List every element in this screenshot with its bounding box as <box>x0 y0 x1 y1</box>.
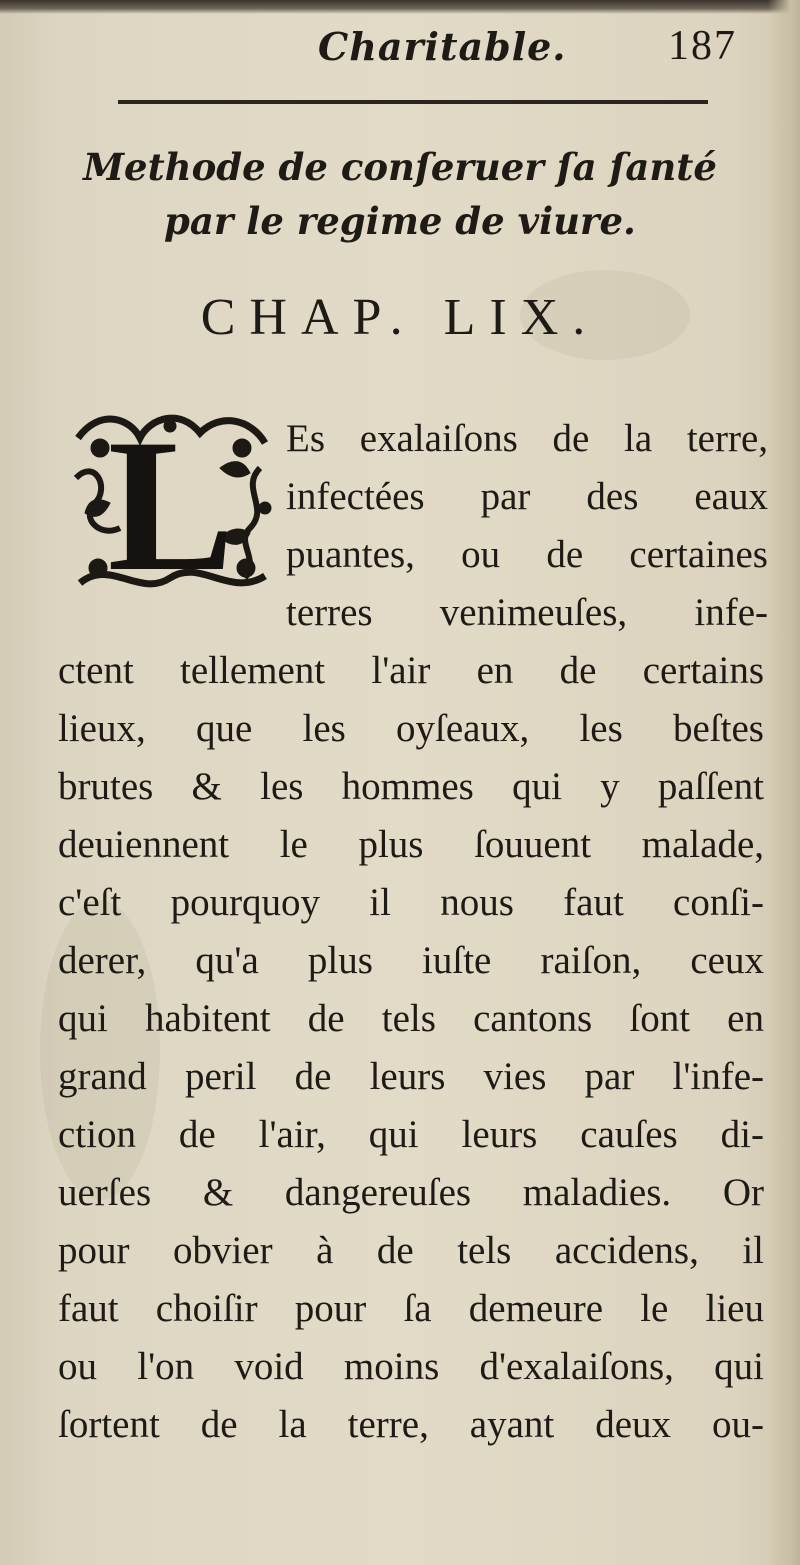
text-line: terres venimeuſes, infe- <box>286 591 768 634</box>
text-line: puantes, ou de certaines <box>286 533 768 576</box>
heading-line-2: par le regime de viure. <box>164 199 636 243</box>
text-line: qui habitent de tels cantons ſont en <box>58 997 764 1040</box>
text-line: derer, qu'a plus iuſte raiſon, ceux <box>58 939 764 982</box>
text-line: grand peril de leurs vies par l'infe- <box>58 1055 764 1098</box>
text-line: ction de l'air, qui leurs cauſes di- <box>58 1113 764 1156</box>
page-top-edge <box>0 0 800 14</box>
text-line: infectées par des eaux <box>286 475 768 518</box>
text-line: lieux, que les oyſeaux, les beſtes <box>58 707 764 750</box>
page-right-edge <box>768 0 800 1565</box>
text-line: ou l'on void moins d'exalaiſons, qui <box>58 1345 764 1388</box>
drop-cap-letter: L <box>107 401 235 611</box>
text-line: brutes & les hommes qui y paſſent <box>58 765 764 808</box>
page-header <box>0 22 800 82</box>
text-line: c'eſt pourquoy il nous faut conſi- <box>58 881 764 924</box>
text-line: ctent tellement l'air en de certains <box>58 649 764 692</box>
text-line: deuiennent le plus ſouuent malade, <box>58 823 764 866</box>
heading-line-1: Methode de conſeruer ſa ſanté <box>83 145 717 189</box>
section-heading <box>60 140 740 248</box>
text-line: faut choiſir pour ſa demeure le lieu <box>58 1287 764 1330</box>
text-line: ſortent de la terre, ayant deux ou- <box>58 1403 764 1446</box>
chapter-title: CHAP. LIX. <box>200 289 600 346</box>
header-rule <box>118 100 708 104</box>
page-number: 187 <box>668 23 737 69</box>
text-line: uerſes & dangereuſes maladies. Or <box>58 1171 764 1214</box>
text-line: Es exalaiſons de la terre, <box>286 417 768 460</box>
ornamental-drop-cap <box>70 401 272 611</box>
running-title: Charitable. <box>318 24 567 69</box>
text-line: pour obvier à de tels accidens, il <box>58 1229 764 1272</box>
